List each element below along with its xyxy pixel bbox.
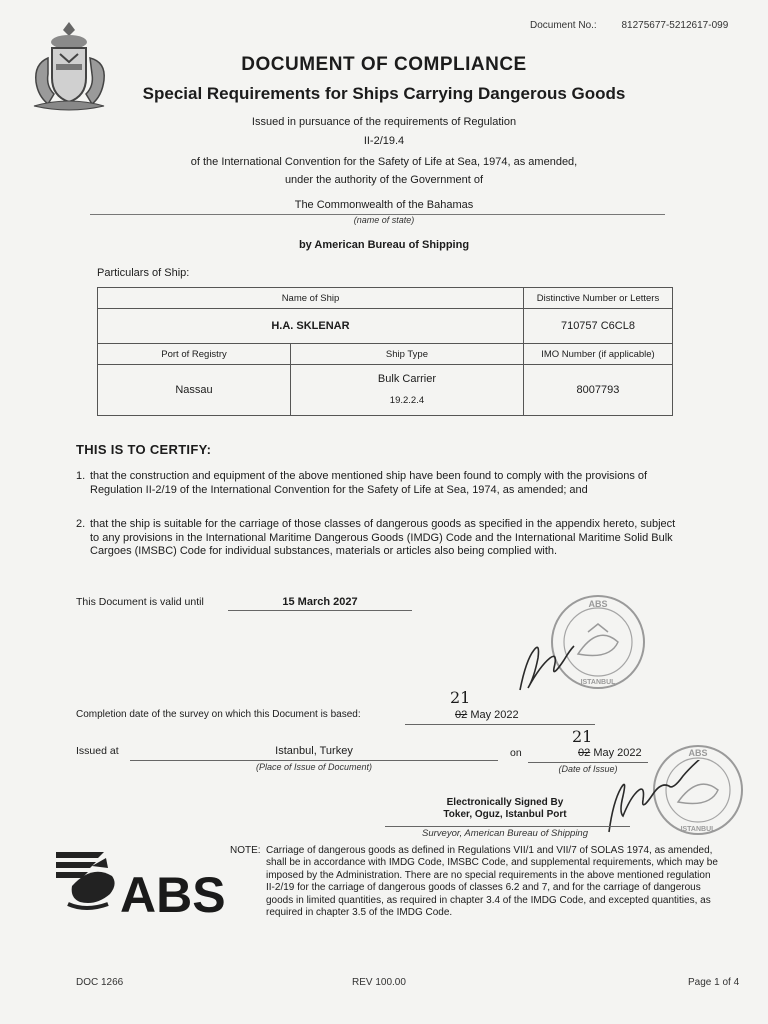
survey-handwritten-day: 21 bbox=[450, 688, 471, 707]
issued-place-caption: (Place of Issue of Document) bbox=[255, 762, 373, 772]
survey-underline bbox=[405, 724, 595, 725]
particulars-label: Particulars of Ship: bbox=[97, 267, 190, 279]
clause-2-text: that the ship is suitable for the carriage of those classes of dangerous goods as specified in the appendix hereto, subject to any provisions in the International Maritime Dangerous Goods (IMDG) Code and the International Maritime Solid Bulk Cargoes (IMSBC) Code for individual substances, materials or articles also being complied with. bbox=[90, 518, 676, 557]
issued-date bbox=[578, 747, 642, 759]
imo-number-header: IMO Number (if applicable) bbox=[523, 344, 672, 365]
stamp-top-text: ABS bbox=[588, 599, 608, 609]
port-of-registry-header: Port of Registry bbox=[98, 344, 291, 365]
note-text: Carriage of dangerous goods as defined in Regulations VII/1 and VII/7 of SOLAS 1974, as amended, shall be in accordance with IMDG Code, IMSBC Code, and supplemental requirements, which may be imposed by the Administration. There are no special requirements in the above mentioned regulation II-2/19 for the carriage of dangerous goods of classes 6.2 and 7, and for the carriage of dangerous goods in limited quantities, as required in chapter 3.4 of the IMDG Code, and excepted quantities, as required in chapter 3.5 of the IMDG Code. bbox=[266, 845, 718, 919]
footer-revision: REV 100.00 bbox=[352, 977, 406, 988]
clause-2-number: 2. bbox=[76, 518, 86, 530]
intro-line-3: of the International Convention for the Safety of Life at Sea, 1974, as amended, bbox=[190, 156, 578, 168]
certify-heading: THIS IS TO CERTIFY: bbox=[76, 442, 212, 457]
document-number-label: Document No.: bbox=[530, 20, 597, 31]
ship-type-header: Ship Type bbox=[291, 344, 524, 365]
signed-by-label: Electronically Signed By bbox=[446, 797, 564, 808]
footer-doc-code: DOC 1266 bbox=[76, 977, 124, 988]
validity-date: 15 March 2027 bbox=[282, 596, 358, 608]
issued-at-label: Issued at bbox=[76, 745, 119, 757]
issued-handwritten-day: 21 bbox=[572, 727, 593, 746]
stamp-lower-top-text: ABS bbox=[688, 748, 708, 758]
issued-place: Istanbul, Turkey bbox=[275, 745, 353, 757]
intro-regulation: II-2/19.4 bbox=[363, 135, 405, 147]
stamp-bottom-text: ISTANBUL bbox=[580, 679, 616, 686]
footer-page-number: Page 1 of 4 bbox=[688, 977, 740, 988]
ship-type-code: 19.2.2.4 bbox=[389, 395, 425, 406]
survey-month-year: May 2022 bbox=[470, 709, 519, 721]
survey-struck-day: 02 bbox=[455, 709, 468, 721]
clause-1-number: 1. bbox=[76, 470, 86, 482]
signature-underline bbox=[385, 826, 630, 827]
validity-label: This Document is valid until bbox=[76, 596, 204, 608]
ship-particulars-table bbox=[97, 287, 673, 416]
issued-month-year: May 2022 bbox=[593, 747, 642, 759]
issued-place-underline bbox=[130, 760, 498, 761]
document-number-value: 81275677-5212617-099 bbox=[621, 20, 729, 31]
issued-struck-day: 02 bbox=[578, 747, 591, 759]
stamp-lower-bottom-text: ISTANBUL bbox=[680, 826, 716, 833]
document-number bbox=[530, 20, 728, 31]
note-label: NOTE: bbox=[230, 845, 261, 856]
certify-clause-1 bbox=[76, 470, 676, 497]
state-name: The Commonwealth of the Bahamas bbox=[294, 199, 474, 211]
name-of-ship-header: Name of Ship bbox=[98, 288, 524, 309]
issuing-body: by American Bureau of Shipping bbox=[298, 239, 470, 251]
note-block bbox=[230, 845, 720, 919]
document-title: DOCUMENT OF COMPLIANCE bbox=[241, 54, 527, 75]
ship-type-cell bbox=[291, 365, 524, 416]
ship-type: Bulk Carrier bbox=[377, 373, 436, 385]
issued-date-caption: (Date of Issue) bbox=[558, 764, 618, 774]
issued-on-label: on bbox=[510, 747, 522, 759]
clause-1-text: that the construction and equipment of the above mentioned ship have been found to comply with the provisions of Regulation II-2/19 of the International Convention for the Safety of Life at Sea, 1974, as amended; and bbox=[90, 470, 648, 496]
distinctive-number-header: Distinctive Number or Letters bbox=[523, 288, 672, 309]
abs-logo bbox=[52, 846, 232, 922]
intro-line-1: Issued in pursuance of the requirements of Regulation bbox=[251, 116, 517, 128]
signer-name: Toker, Oguz, Istanbul Port bbox=[443, 809, 567, 820]
state-caption: (name of state) bbox=[353, 215, 415, 225]
ship-name: H.A. SKLENAR bbox=[98, 309, 524, 344]
port-of-registry: Nassau bbox=[98, 365, 291, 416]
certify-clause-2 bbox=[76, 518, 676, 559]
surveyor-signature-upper bbox=[510, 630, 580, 698]
survey-date bbox=[455, 709, 519, 721]
signature-block bbox=[380, 797, 630, 821]
validity-underline bbox=[228, 610, 412, 611]
distinctive-number: 710757 C6CL8 bbox=[523, 309, 672, 344]
document-subtitle: Special Requirements for Ships Carrying Dangerous Goods bbox=[142, 84, 626, 103]
signer-role: Surveyor, American Bureau of Shipping bbox=[422, 828, 588, 839]
abs-logo-text: ABS bbox=[120, 867, 226, 922]
imo-number: 8007793 bbox=[523, 365, 672, 416]
intro-line-4: under the authority of the Government of bbox=[284, 174, 484, 186]
survey-label: Completion date of the survey on which this Document is based: bbox=[76, 709, 361, 720]
